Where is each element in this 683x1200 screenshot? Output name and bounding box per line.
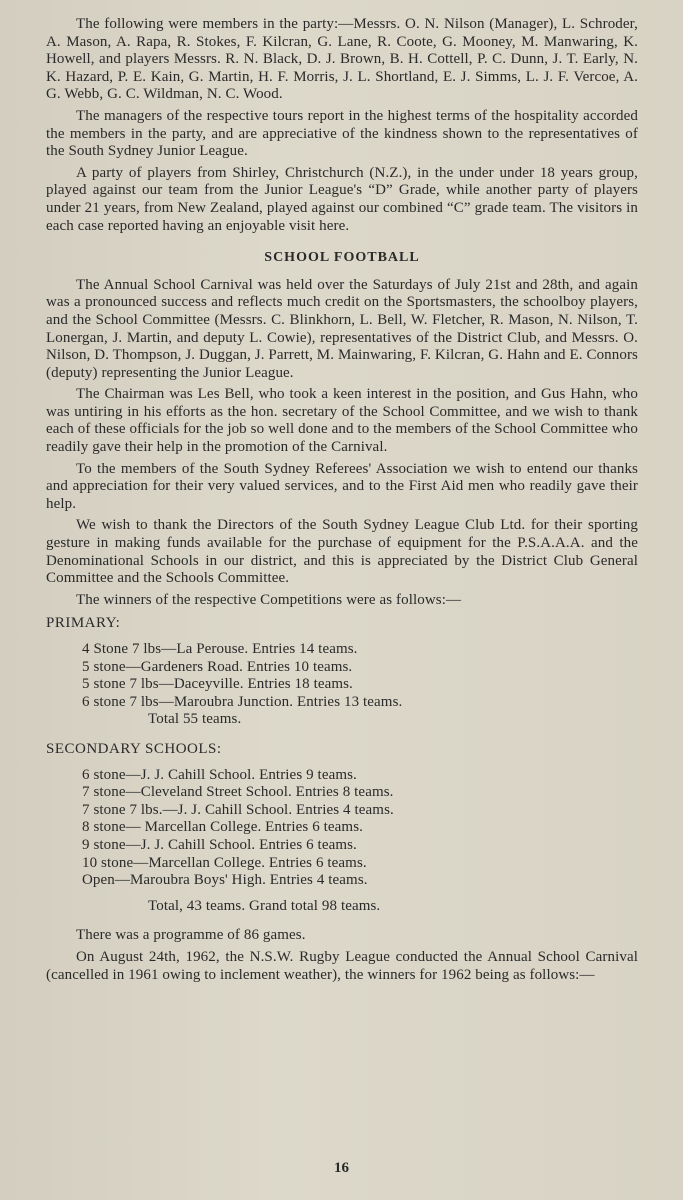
page-number: 16 bbox=[334, 1160, 349, 1176]
secondary-label: SECONDARY SCHOOLS: bbox=[46, 740, 222, 757]
list-item: 8 stone— Marcellan College. Entries 6 teams. bbox=[82, 819, 363, 836]
paragraph-winners-intro: The winners of the respective Competitions were as follows:— bbox=[76, 591, 462, 608]
primary-label: PRIMARY: bbox=[46, 615, 121, 632]
primary-total: Total 55 teams. bbox=[148, 711, 242, 728]
paragraph-referees: To the members of the South Sydney Referees' Association we wish to entend our thanks and appreciation for their very valued services, and to the First Aid men who readily gave their help. bbox=[46, 460, 638, 512]
list-item: 9 stone—J. J. Cahill School. Entries 6 teams. bbox=[82, 836, 357, 853]
list-item: 5 stone—Gardeners Road. Entries 10 teams. bbox=[82, 658, 353, 675]
list-item: 6 stone—J. J. Cahill School. Entries 9 teams. bbox=[82, 766, 357, 783]
paragraph-programme: There was a programme of 86 games. bbox=[76, 927, 306, 944]
list-item: 6 stone 7 lbs—Maroubra Junction. Entries 13 teams. bbox=[82, 693, 403, 710]
paragraph-league-club: We wish to thank the Directors of the South Sydney League Club Ltd. for their sporting gesture in making funds available for the purchase of equipment for the P.S.A.A.A. and the Denominational Schools in our district, and this is appreciated by the District Club General Committee and the Schools Committee. bbox=[46, 517, 638, 587]
list-item: Open—Maroubra Boys' High. Entries 4 teams. bbox=[82, 872, 368, 889]
section-heading-school-football: SCHOOL FOOTBALL bbox=[264, 250, 420, 266]
list-item: 4 Stone 7 lbs—La Perouse. Entries 14 teams. bbox=[82, 641, 358, 657]
paragraph-party-members: The following were members in the party:—Messrs. O. N. Nilson (Manager), L. Schroder, A. Mason, A. Rapa, R. Stokes, F. Kilcran, G. Lane, R. Coote, G. Mooney, M. Manwaring, K. Howell, and players Messrs. R. N. Black, D. J. Brown, B. H. Cottell, P. C. Dunn, J. T. Early, N. K. Hazard, P. E. Kain, G. Martin, H. F. Morris, J. L. Shortland, E. J. Simms, L. J. F. Vercoe, A. G. Webb, G. C. Wildman, N. C. Wood. bbox=[46, 16, 638, 103]
list-item: 10 stone—Marcellan College. Entries 6 teams. bbox=[82, 854, 367, 871]
paragraph-chairman: The Chairman was Les Bell, who took a keen interest in the position, and Gus Hahn, who was untiring in his efforts as the hon. secretary of the School Committee, and we wish to thank each of these officials for the job so well done and to the members of the School Committee who readily gave their help in the promotion of the Carnival. bbox=[46, 386, 638, 456]
paragraph-carnival: The Annual School Carnival was held over the Saturdays of July 21st and 28th, and again was a pronounced success and reflects much credit on the Sportsmasters, the schoolboy players, and the School Committee (Messrs. C. Blinkhorn, L. Bell, W. Fletcher, R. Mason, N. Nilson, T. Lonergan, J. Martin, and deputy L. Cowie), representatives of the District Club, and Messrs. O. Nilson, D. Thompson, J. Duggan, J. Parrett, M. Mainwaring, F. Kilcran, G. Hahn and E. Connors (deputy) representing the Junior League. bbox=[46, 276, 638, 381]
secondary-results-list bbox=[82, 767, 638, 890]
paragraph-hospitality: The managers of the respective tours report in the highest terms of the hospitality accorded the members in the party, and are appreciative of the kindness shown to the representatives of the South Sydney Junior League. bbox=[46, 107, 638, 160]
paragraph-nsw-carnival: On August 24th, 1962, the N.S.W. Rugby League conducted the Annual School Carnival (cancelled in 1961 owing to inclement weather), the winners for 1962 being as follows:— bbox=[46, 948, 638, 983]
list-item: 7 stone 7 lbs.—J. J. Cahill School. Entries 4 teams. bbox=[82, 801, 394, 818]
page-content bbox=[46, 16, 638, 988]
list-item: 5 stone 7 lbs—Daceyville. Entries 18 teams. bbox=[82, 676, 353, 693]
secondary-total: Total, 43 teams. Grand total 98 teams. bbox=[148, 897, 381, 914]
primary-results-list bbox=[82, 641, 638, 711]
paragraph-nz-visitors: A party of players from Shirley, Christchurch (N.Z.), in the under under 18 years group, played against our team from the Junior League's “D” Grade, while another party of players under 21 years, from New Zealand, played against our combined “C” grade team. The visitors in each case reported having an enjoyable visit here. bbox=[46, 164, 638, 234]
list-item: 7 stone—Cleveland Street School. Entries 8 teams. bbox=[82, 784, 394, 801]
